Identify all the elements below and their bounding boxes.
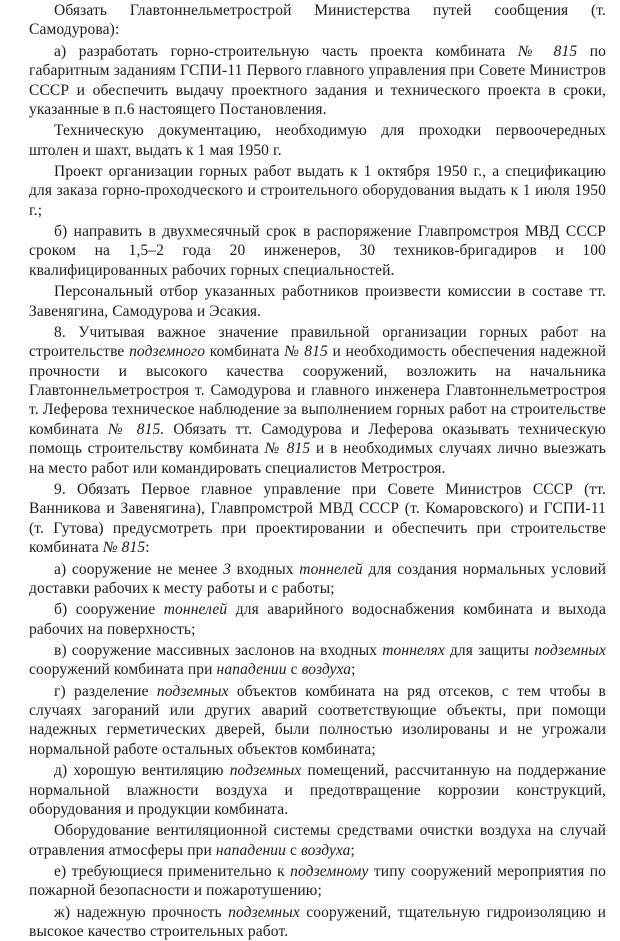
text-run: входных	[231, 560, 300, 578]
text-run: ;	[351, 661, 356, 679]
text-run: в) сооружение массивных заслонов на входных	[54, 641, 383, 659]
paragraph-item-g-compartments	[29, 682, 606, 760]
paragraph-item-b-staff	[29, 222, 606, 280]
italic-run: № 815	[517, 42, 578, 60]
italic-run: тоннелей	[299, 560, 363, 578]
italic-run: подземному	[290, 862, 369, 880]
text-run: сооружений комбината при	[29, 661, 217, 679]
text-run: Обязать Главтоннельметрострой Министерства путей сообщения (т. Самодурова):	[29, 2, 606, 39]
paragraph-item-a-design	[29, 42, 606, 120]
italic-run: подземных	[228, 903, 300, 921]
text-run: с	[286, 841, 302, 859]
italic-run: тоннелях	[382, 641, 445, 659]
text-run: и в необходимых случаях лично выезжать на место работ или командировать специалистов Метростроя.	[29, 440, 606, 477]
text-run: :	[145, 539, 150, 557]
text-run: е) требующиеся применительно к	[54, 862, 291, 880]
italic-run: № 815.	[107, 420, 165, 438]
italic-run: воздуха	[301, 661, 352, 679]
text-run: для аварийного водоснабжения комбината и выхода рабочих на поверхность;	[29, 601, 606, 638]
italic-run: № 815	[102, 539, 146, 557]
paragraph-item-zh-strength	[29, 903, 606, 941]
text-run: сооружений, тщательную гидроизоляцию и высокое качество строительных работ.	[29, 903, 606, 941]
paragraph-air-purification	[29, 821, 606, 860]
text-run: комбината	[205, 343, 285, 361]
text-run: 8. Учитывая важное значение правильной организации горных работ на строительстве	[29, 323, 606, 361]
italic-run: № 815	[264, 440, 311, 458]
italic-run: 3	[223, 560, 231, 578]
italic-run: подземного	[129, 343, 206, 361]
text-run: и необходимость обеспечения надежной прочности и высокого качества сооружений, возложить на начальника Главтоннельметростроя т. Самодурова и главного инженера Главтоннельметростроя т. Леферова техническое наблюдение за выполнением горных работ на строительстве комбината	[29, 343, 606, 438]
paragraph-mining-project	[29, 162, 606, 220]
paragraph-item-e-fire-safety	[29, 862, 606, 901]
text-run: помещений, рассчитанную на поддержание нормальной влажности воздуха и предотвращение коррозии конструкций, оборудования и продукции комбината.	[29, 762, 607, 818]
text-run: Обязать тт. Самодурова и Леферова оказывать техническую помощь строительству комбината	[29, 420, 606, 458]
paragraph-section-8	[29, 323, 606, 478]
text-run: ж) надежную прочность	[54, 903, 229, 921]
text-run: Оборудование вентиляционной системы средствами очистки воздуха на случай отравления атмосферы при	[29, 822, 606, 859]
paragraph-obligation-glavtonnel	[29, 1, 606, 40]
paragraph-item-a-tunnels	[29, 560, 606, 599]
paragraph-item-d-ventilation	[29, 761, 606, 819]
italic-run: подземных	[534, 641, 606, 659]
italic-run: подземных	[156, 682, 229, 700]
italic-run: нападении	[215, 841, 287, 859]
text-run: ;	[350, 841, 355, 859]
text-run: для защиты	[444, 641, 535, 659]
text-run: а) разработать горно-строительную часть проекта комбината	[54, 42, 518, 60]
italic-run: № 815	[284, 343, 328, 361]
text-run: Персональный отбор указанных работников произвести комиссии в составе тт. Завенягина, Самодурова и Эсакия.	[29, 283, 606, 320]
italic-run: воздуха	[301, 841, 351, 859]
text-run: Проект организации горных работ выдать к 1 октября 1950 г., а спецификацию для заказа горно-проходческого и строительного оборудования выдать к 1 июля 1950 г.;	[29, 162, 606, 219]
text-run: объектов комбината на ряд отсеков, с тем чтобы в случаях загораний или других аварий соответствующие объекты, при помощи надежных герметических дверей, были полностью изолированы и не угрожали нормальной работе остальных объектов комбината;	[29, 682, 607, 758]
text-run: а) сооружение не менее	[54, 560, 224, 578]
paragraph-item-v-barriers	[29, 641, 606, 680]
text-run: по габаритным заданиям ГСПИ-11 Первого главного управления при Совете Министров СССР и обеспечить выдачу проектного задания и технического проекта в сроки, указанные в п.6 настоящего Постановления.	[29, 42, 607, 118]
paragraph-item-b-emergency-tunnels	[29, 600, 606, 639]
text-run: 9. Обязать Первое главное управление при Совете Министров СССР (тт. Ванникова и Завенягина), Главпромстрой МВД СССР (т. Комаровского) и ГСПИ-11 (т. Гутова) предусмотреть при проектировании и обеспечить при строительстве комбината	[29, 480, 606, 557]
paragraph-personnel-selection	[29, 282, 606, 321]
text-run: г) разделение	[54, 682, 157, 700]
text-run: б) сооружение	[54, 601, 164, 619]
text-run: Техническую документацию, необходимую для проходки первоочередных штолен и шахт, выдать к 1 мая 1950 г.	[29, 122, 606, 159]
paragraph-technical-documentation	[29, 121, 606, 160]
text-run: для создания нормальных условий доставки рабочих к месту работы и с работы;	[29, 560, 606, 597]
italic-run: нападении	[216, 661, 287, 679]
italic-run: тоннелей	[163, 601, 228, 619]
text-run: д) хорошую вентиляцию	[54, 762, 230, 780]
text-run: б) направить в двухмесячный срок в распоряжение Главпромстроя МВД СССР сроком на 1,5–2 года 20 инженеров, 30 техников-бригадиров и 100 квалифицированных рабочих горных специальностей.	[29, 223, 606, 279]
text-run: с	[286, 661, 302, 679]
italic-run: подземных	[229, 762, 302, 780]
paragraph-section-9	[29, 480, 606, 558]
text-run: типу сооружений мероприятия по пожарной безопасности и пожаротушению;	[29, 862, 606, 900]
